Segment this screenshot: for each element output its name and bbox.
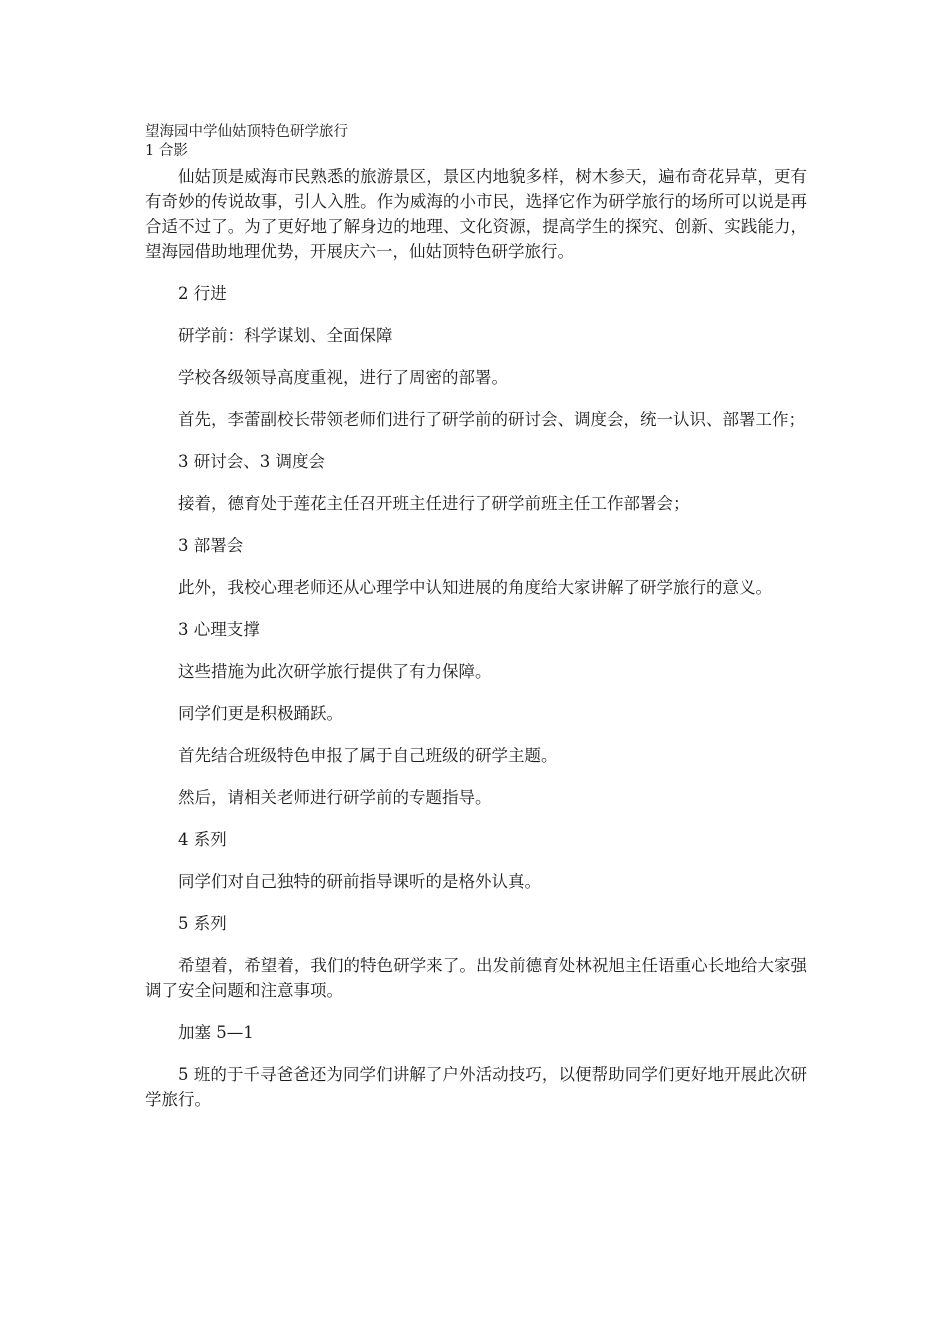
paragraph-pre-study: 研学前：科学谋划、全面保障 — [178, 326, 393, 345]
paragraph-themes: 首先结合班级特色申报了属于自己班级的研学主题。 — [178, 746, 558, 765]
paragraph-leadership: 学校各级领导高度重视，进行了周密的部署。 — [178, 368, 508, 387]
paragraph-section-2: 2 行进 — [178, 284, 227, 303]
document-title: 望海园中学仙姑顶特色研学旅行 — [145, 124, 348, 140]
paragraph-attentive: 同学们对自己独特的研前指导课听的是格外认真。 — [178, 872, 541, 891]
document-subtitle: 1 合影 — [145, 143, 188, 159]
paragraph-students: 同学们更是积极踊跃。 — [178, 704, 343, 723]
paragraph-guidance: 然后，请相关老师进行研学前的专题指导。 — [178, 788, 492, 807]
paragraph-caption-3c: 3 心理支撑 — [178, 620, 260, 639]
paragraph-caption-3a: 3 研讨会、3 调度会 — [178, 452, 325, 471]
paragraph-outdoor-skills: 5 班的于千寻爸爸还为同学们讲解了户外活动技巧，以便帮助同学们更好地开展此次研学旅行。 — [145, 1065, 807, 1109]
paragraph-next: 接着，德育处于莲花主任召开班主任进行了研学前班主任工作部署会； — [178, 494, 690, 513]
paragraph-first: 首先，李蕾副校长带领老师们进行了研学前的研讨会、调度会，统一认识、部署工作； — [178, 410, 805, 429]
paragraph-guarantee: 这些措施为此次研学旅行提供了有力保障。 — [178, 662, 492, 681]
paragraph-caption-3b: 3 部署会 — [178, 536, 244, 555]
document-page — [145, 122, 807, 1129]
paragraph-psychology: 此外，我校心理老师还从心理学中认知进展的角度给大家讲解了研学旅行的意义。 — [178, 578, 772, 597]
paragraph-caption-5: 5 系列 — [178, 914, 227, 933]
paragraph-intro: 仙姑顶是威海市民熟悉的旅游景区，景区内地貌多样，树木参天，遍布奇花异草，更有有奇妙的传说故事，引人入胜。作为威海的小市民，选择它作为研学旅行的场所可以说是再合适不过了。为了更好地了解身边的地理、文化资源，提高学生的探究、创新、实践能力，望海园借助地理优势，开展庆六一，仙姑顶特色研学旅行。 — [145, 167, 807, 261]
paragraph-departure: 希望着，希望着，我们的特色研学来了。出发前德育处林祝旭主任语重心长地给大家强调了安全问题和注意事项。 — [145, 956, 807, 1000]
paragraph-caption-4: 4 系列 — [178, 830, 227, 849]
paragraph-caption-5-1: 加塞 5—1 — [178, 1023, 254, 1042]
